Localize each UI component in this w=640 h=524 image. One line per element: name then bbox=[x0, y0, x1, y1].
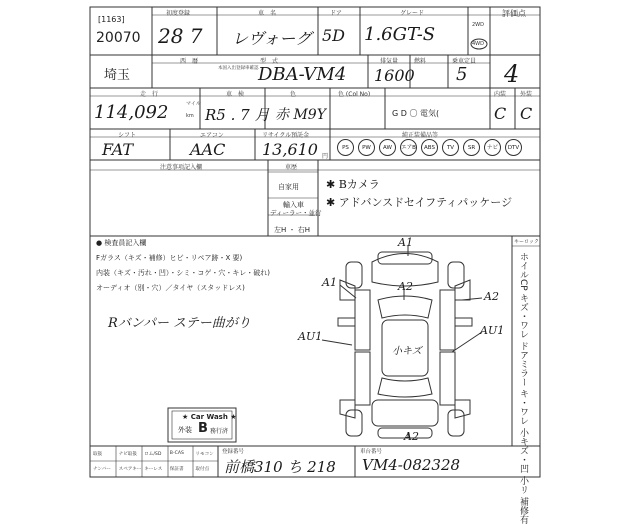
chassis-label: 車台番号 bbox=[360, 449, 383, 455]
name-value: レヴォーグ bbox=[232, 29, 312, 48]
option-cell: 保証書 bbox=[169, 467, 184, 472]
option-cell: ナンバー bbox=[93, 467, 111, 472]
mark-right-side: AU1 bbox=[480, 324, 505, 337]
inspection-label-text: 検査員記入欄 bbox=[104, 239, 147, 247]
grade-label: グレード bbox=[400, 10, 425, 17]
option-cell: ロム/SD bbox=[144, 452, 162, 457]
grade-value: 1.6GT-S bbox=[364, 24, 436, 45]
right-rear-door bbox=[440, 352, 455, 405]
audio-line: オーディオ（別・穴）／タイヤ（スタッドレス) bbox=[96, 284, 245, 292]
model-sub: 本国入出登録車確認 bbox=[218, 66, 259, 71]
seats-label: 乗車定員 bbox=[452, 58, 477, 65]
right-front-door bbox=[440, 290, 455, 350]
ac-value: AAC bbox=[190, 140, 226, 159]
recycle-label: リサイクル預託金 bbox=[262, 132, 310, 139]
region: 埼玉 bbox=[104, 68, 131, 83]
fuel-options: G D 〇 電気( bbox=[392, 109, 440, 118]
option-cell: B-CAS bbox=[169, 451, 184, 456]
model-value: DBA-VM4 bbox=[258, 64, 347, 85]
right-rear-fender bbox=[455, 400, 470, 418]
registration-label: 初度登録 bbox=[166, 10, 191, 17]
wash-grade: B bbox=[198, 421, 208, 436]
recycle-value: 13,610 bbox=[262, 140, 318, 159]
option-cell: キーレス bbox=[144, 467, 163, 472]
exterior-value: C bbox=[520, 104, 533, 123]
note-2-text: アドバンスドセイフティパッケージ bbox=[338, 196, 513, 209]
plate-value: 前橋310 ち 218 bbox=[224, 458, 336, 476]
lot-number: 20070 bbox=[96, 30, 141, 46]
yen-label: 円 bbox=[322, 153, 329, 160]
color-value: 赤 M9Y bbox=[275, 107, 326, 123]
note-1-text: Bカメラ bbox=[338, 178, 380, 191]
handwritten-note: Rバンパー ステー曲がり bbox=[108, 316, 251, 331]
wash-suffix: 務行済 bbox=[210, 428, 229, 435]
side-text: ホイルCP キズ・ワレ ドアミラー キ・ワレ 小キズ・凹 小リ 補修有 bbox=[518, 252, 528, 524]
drive-4wd: 4WD bbox=[472, 41, 484, 47]
right-mirror bbox=[455, 318, 472, 326]
shift-label: シフト bbox=[118, 132, 137, 139]
history-label: 車歴 bbox=[285, 164, 298, 171]
left-rear-door bbox=[355, 352, 370, 405]
score-value: 4 bbox=[504, 60, 520, 88]
dealer-label: ディーラー・並行 bbox=[270, 209, 322, 217]
wheel-front-left bbox=[346, 262, 362, 288]
wheel-rear-left bbox=[346, 410, 362, 436]
interior-line: 内装（キズ・汚れ・凹）・シミ・コゲ・穴・キレ・破れ) bbox=[96, 269, 271, 277]
door-value: 5D bbox=[322, 26, 346, 45]
unit-mile: マイル bbox=[186, 101, 201, 107]
rear-window bbox=[378, 378, 432, 397]
option-cell: ナビ取扱 bbox=[118, 452, 137, 457]
interior-value: C bbox=[494, 104, 507, 123]
trunk bbox=[372, 400, 438, 426]
drive-2wd: 2WD bbox=[472, 22, 484, 28]
exterior-label: 外装 bbox=[520, 91, 533, 98]
lot-prefix: [1163] bbox=[98, 15, 125, 24]
name-label: 車 名 bbox=[258, 10, 277, 17]
left-front-fender bbox=[340, 280, 355, 300]
left-rear-fender bbox=[340, 400, 355, 418]
mark-right-front: A2 bbox=[484, 290, 499, 303]
left-mirror bbox=[338, 318, 355, 326]
wheel-rear-right bbox=[448, 410, 464, 436]
score-label: 評価点 bbox=[502, 9, 526, 18]
mark-left-side: AU1 bbox=[298, 330, 323, 343]
plate-label: 登録番号 bbox=[222, 449, 245, 455]
equipment-item: エアB bbox=[400, 139, 417, 156]
ac-label: エアコン bbox=[200, 132, 224, 139]
mark-front: A1 bbox=[398, 236, 413, 249]
color-no-label: 色 (Col No) bbox=[338, 91, 371, 98]
option-cell: リモコン bbox=[195, 452, 214, 457]
year-label: 西 暦 bbox=[180, 58, 199, 65]
notes-label: 注意事項記入欄 bbox=[160, 164, 203, 171]
note-2: ✱ アドバンスドセイフティパッケージ bbox=[326, 196, 513, 209]
registration-value: 28 7 bbox=[158, 24, 203, 48]
shift-value: FAT bbox=[102, 140, 134, 159]
unit-km: km bbox=[186, 113, 194, 119]
mileage-value: 114,092 bbox=[94, 102, 169, 123]
door-label: ドア bbox=[330, 10, 342, 17]
handle-label: 左H ・ 右H bbox=[274, 226, 310, 234]
equipment-item: SR bbox=[463, 139, 480, 156]
wash-title: ★ Car Wash ★ bbox=[182, 413, 237, 421]
option-cell: 取扱 bbox=[93, 452, 103, 457]
chassis-value: VM4-082328 bbox=[362, 456, 461, 474]
equip-label: 純正装備品等 bbox=[402, 132, 439, 139]
interior-label: 内装 bbox=[494, 91, 507, 98]
note-1: ✱ Bカメラ bbox=[326, 178, 380, 191]
seats-value: 5 bbox=[456, 64, 468, 85]
wash-prefix: 外装 bbox=[178, 426, 192, 434]
inspection-label: 車 検 bbox=[226, 91, 245, 98]
cc-value: 1600 bbox=[374, 66, 415, 85]
inspection-label-main: ● 検査員記入欄 bbox=[96, 239, 147, 247]
cc-label: 排気量 bbox=[380, 58, 399, 65]
model-label: 型 式 bbox=[260, 58, 279, 65]
equipment-item: DTV bbox=[505, 139, 522, 156]
mark-rear: A2 bbox=[404, 430, 419, 443]
mileage-label: 走 行 bbox=[140, 91, 159, 98]
key-lock-label: キーロック bbox=[514, 239, 539, 245]
equipment-item: ABS bbox=[421, 139, 438, 156]
mark-roof: 小キズ bbox=[392, 346, 422, 357]
wash-title-text: Car Wash bbox=[190, 413, 228, 421]
wheel-front-right bbox=[448, 262, 464, 288]
option-cell: スペアキー bbox=[118, 467, 142, 472]
import-label: 輸入車 bbox=[283, 201, 304, 209]
right-front-fender bbox=[455, 280, 470, 300]
equipment-item: TV bbox=[442, 139, 459, 156]
equipment-item: PS bbox=[337, 139, 354, 156]
equipment-item: PW bbox=[358, 139, 375, 156]
color-label: 色 bbox=[290, 91, 297, 98]
equipment-item: ナビ bbox=[484, 139, 501, 156]
left-front-door bbox=[355, 290, 370, 350]
equipment-item: AW bbox=[379, 139, 396, 156]
mark-left-front: A1 bbox=[322, 276, 337, 289]
inspection-value: R5 . 7 月 bbox=[205, 106, 270, 124]
fuel-label: 燃料 bbox=[414, 58, 427, 65]
windshield bbox=[378, 296, 432, 318]
glass-line: Fガラス（キズ・補修）ヒビ・リペア跡・X 要) bbox=[96, 254, 243, 262]
mark-hood: A2 bbox=[398, 280, 413, 293]
option-cell: 取付点 bbox=[195, 467, 210, 472]
history-value: 自家用 bbox=[278, 183, 299, 191]
